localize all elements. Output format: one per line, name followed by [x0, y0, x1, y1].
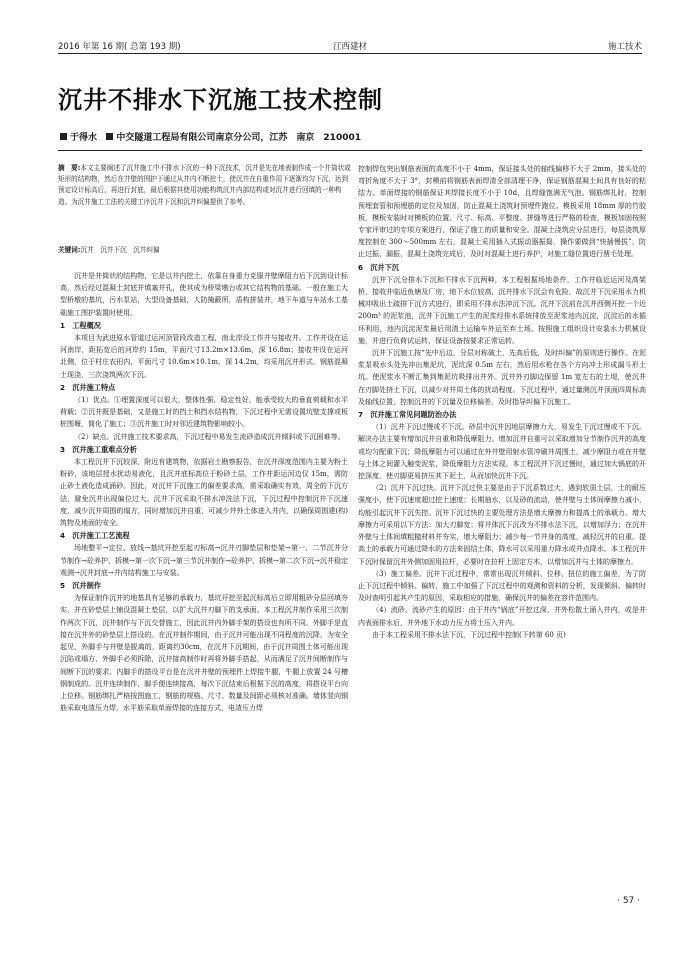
running-header	[58, 38, 642, 52]
affiliation-bullet-icon	[106, 133, 113, 140]
author-bullet-icon	[60, 133, 67, 140]
paragraph: 沉井下沉分排水下沉和不排水下沉两种，本工程根据场地条件，工作井临近运河及高架桥，接收井临近鱼塘及厂房，地下水位较高，沉井排水下沉会有危险，故沉井下沉采用水力机械冲吸出土疏排下沉方式进行，即采用不排水法冲沉下沉。沉井下沉前在沉井西侧开挖一个近200m³ 的泥浆池，沉井下沉施工产生的泥浆经排水系统排放至泥浆池内沉淀，沉淀后的水循环利用，池内沉淀泥浆最后用渣土运输车外运至弃土场。按照施工组织设计安装水力机械设施，并进行负荷试运转，保证设备按要求正常运转。	[358, 275, 646, 345]
right-column	[358, 163, 646, 641]
abstract-text: 本文主要阐述了沉井施工中不排水下沉的一种下沉技术，沉井是先在地表制作成一个井筒状或矩形的结构物，然后在井壁的围护下通过从井内不断挖土，使沉井在自重作用下逐渐均匀下沉，达到预定设计标高后，再进行封底，最后根据其使用功能构筑沉井内部结构或对沉井进行回填的一种构造。为沉井施工工法的关键工序沉井下沉和沉井纠偏提供了参考。	[58, 164, 351, 206]
keywords-text: 沉井 沉井下沉 沉井纠偏	[80, 246, 160, 254]
paragraph: 本项目为武进原水管道过运河顶管段改造工程，南北岸设工作井与接收井。工作井设在运河南岸，距拓宽后的河岸约 15m，平面尺寸13.2m×13.6m，深 16.8m；接收井设在运河北侧，位于村庄农田内，平面尺寸 10.6m×10.1m，深 14.2m，均采用沉井形式，钢筋混凝土现浇，三次浇筑两次下沉。	[60, 334, 348, 379]
paragraph: 由于本工程采用不排水法下沉，下沉过程中控制(下转第 60 页)	[372, 630, 566, 639]
page-number: · 57 ·	[617, 896, 640, 906]
section-heading: 7 沉井施工常见问题防治办法	[358, 410, 457, 420]
paragraph: （4）流砂。流砂产生的原因：由于井内“锅底”开挖过深，井外松散土涌入井内，或是井内表面排水后，井外地下水动力压力将土压入井内。	[358, 606, 646, 627]
intro-paragraph: 沉井是井筒状的结构物，它是以井内挖土，依靠自身重力克服井壁摩阻力后下沉到设计标高，然后经过混凝土封底并填塞井孔，使其成为桥梁墩台或其它结构物的基础。一般在施工大型桥墩的基坑，污水泵站，大型设备基础，人防掩蔽所，盾构拼装井，地下车道与车站水工基础施工围护装置时使用。	[60, 272, 348, 317]
paragraph: （2）缺点。沉井施工技术要求高，下沉过程中易发生流砂造成沉井倾斜或下沉困难等。	[74, 432, 345, 441]
abstract	[58, 163, 351, 208]
paragraph: 本工程沉井下沉较深，附近有建筑物，依据岩土勘察报告，在沉井深度范围内主要为粉土粉砂，该地层授水扰动易液化，且沉井底标高位于粉砂土层，工作井距运河边仅 15m，需防止砂土液化造成涌砂。因此，对沉井下沉施工的偏差要求高，需采取确实有效，周全的下沉方法，避免沉井出现偏位过大。沉井下沉采取不排水冲洗法下沉，下沉过程中控制沉井下沉速度，减少沉井周围的塌方，同时增加沉井自重，可减少井外土体进入井内，以确保周围建(构)筑物及地面的安全。	[60, 458, 348, 528]
section-name: 施工技术	[607, 42, 642, 52]
paragraph: （2）沉井下沉过快。沉井下沉过快主要是由于下沉系数过大，遇到软弱土层，土的耐压强度小，使下沉速度超过挖土速度；长期抽水，以及砂的流动，使井壁与土体间摩擦力减小，均能引起沉井下沉失控。沉井下沉过快的主要处理方法是增大摩擦力和提高土的承载力。增大摩擦力可采用以下方法：加大刃脚宽；将井体沉下沉改为不排水法下沉，以增加浮力；在沉井外壁与土体间填粗糙材料并夯实，增大摩阻力；减少每一节井身的高度，减轻沉井的自重。提高土的承载力可通过降水的方法来固结土体，降水可以采用重力降水或井点降水。本工程沉井下沉时保留沉井外侧加固用拉杆，必要时在拉杆上固定方木，以增加沉井与土体的摩擦力。	[358, 484, 646, 566]
issue-info: 2016 年第 16 期( 总第 193 期)	[58, 42, 181, 52]
section-heading: 5 沉井制作	[60, 581, 101, 591]
section-heading: 2 沉井施工特点	[60, 382, 116, 392]
journal-name: 江西建材	[332, 42, 368, 52]
paragraph: （3）施工偏差。沉井下沉过程中，常常出现沉井倾斜、位移、扭位的施工偏差，为了防止下沉过程中倾斜、偏转，施工中加强了下沉过程中的观测和资料的分析，发现倾斜、偏转时及时查明引起其产生的原因，采取相应的措施，确保沉井的偏差在容许范围内。	[358, 569, 646, 603]
abstract-label: 摘 要:	[58, 164, 81, 172]
paragraph: 控制焊包突出钢筋表面的高度不小于 4mm，保证接头处的轴线偏移不大于 2mm，接头处的弯折角度不大于 3°，封模前将钢筋表面焊渣全部清理干净，保证钢筋混凝土间具有良好的粘结力。单面焊接的钢筋保证其焊接长度不小于 10d，且焊缝饱满无气泡。钢筋绑扎时，控制预埋套管和预埋筋的定位及加固，防止混凝土浇筑时预埋件跑位。模板采用 18mm 厚的竹胶板，模板安装时对模板的位置、尺寸、标高、平整度、拼缝等进行严格的检查，模板加固按照专家评审过的专项方案进行，保证了施工的质量和安全。混凝土浇筑应分层进行，每层浇筑厚度控制在 300～500mm 左右，混凝土采用插入式振动器振捣，操作要做到“快插慢拔”，防止过振、漏振，混凝土浇筑完成后，及时对混凝土进行养护，对施工缝位置进行凿毛处理。	[358, 165, 646, 259]
section-heading: 3 沉井施工重难点分析	[60, 444, 137, 454]
author-affiliation: 中交隧道工程局有限公司南京分公司，江苏 南京 210001	[116, 133, 361, 143]
paragraph: 沉井下沉施工按“先中后边，分层对称破土，先高后低，及时纠偏”的原则进行操作。在泥浆泵吸水头处先冲出集泥坑，泥坑深 0.5m 左右，然后用水枪在各个方向冲土形成漏斗形土坑。使泥浆水不断汇集到集泥坑吸排出井外。沉井外刃脚边保留 1m 宽左右的土堤，使沉井在刃脚处挤土下沉，以减少对井周土体的扰动程度。下沉过程中，通过量测沉井顶面四周标高及轴线位置，控制沉井的下沉量及位移偏差，及时指导纠偏下沉施工。	[358, 349, 646, 406]
header-rule	[58, 53, 642, 54]
keywords-label: 关键词:	[58, 246, 81, 254]
section-heading: 4 沉井施工工艺流程	[60, 531, 130, 541]
author-line	[60, 130, 361, 143]
author-rule	[58, 150, 642, 151]
section-heading: 1 工程概况	[60, 320, 101, 330]
paragraph: （1）优点。①埋置深度可以很大，整体性强，稳定性好，能承受较大的垂直荷载和水平荷载；②沉井既是基础，又是施工时的挡土和挡水结构物，下沉过程中无需设置坑壁支撑或板桩围堰，简化了施工；③沉井施工时对邻近建筑物影响较小。	[60, 396, 348, 429]
section-heading: 6 沉井下沉	[358, 262, 399, 272]
article-title: 沉井不排水下沉施工技术控制	[58, 86, 383, 114]
keywords	[58, 245, 351, 256]
paragraph: 场地整平→定位、放线→基坑开挖至起刃标高→沉井刃脚垫层和垫架→第一、二节沉井分节制作→砼养护、拆模→第一次下沉→第三节沉井制作→砼养护、拆模→第二次下沉→沉井稳定观测→沉井封底→井内结构施工与安装。	[60, 544, 348, 577]
left-column	[60, 270, 348, 714]
paragraph: 为保证制作沉井的地基具有足够的承载力，基坑开挖至起沉标高后立即用粗砂分层回填夯实，并在砂垫层上铺设混凝土垫层，以扩大沉井刃脚下的支承面。本工程沉井制作采用三次制作两次下沉，沉井制作与下沉交替施工，因此沉井内外脚手架的搭设也有所不同。外脚手是直接在沉井外的砂垫层上搭设的。在沉井制作期间，由于沉井可能出现不同程度的沉降，为安全起见，外脚手与井壁是脱离的，距离约30cm，在沉井下沉期间，由于沉井周围土体可能出现沉陷或塌方，外脚手必须拆除，沉井接高制作时再将外脚手搭起，从而满足了沉井间断制作与间断下沉的要求。内脚手的搭设平台是在沉井井壁的预埋件上焊接牛腿，牛腿上放置 24 号槽钢制成的。沉井连续制作，脚手便连续接高，每次下沉结束后根据下沉的高度，将搭设平台向上位移。钢筋绑扎严格按图施工，钢筋的规格、尺寸、数量及间距必须核对准确。墙体竖向钢筋采取电渣压力焊，水平筋采取单面焊接的连接方式，电渣压力焊	[60, 594, 348, 713]
author-name: 于得水	[70, 133, 98, 143]
paragraph: （1）沉井下沉过慢或不下沉。砂层中沉井因地层摩擦力大，易发生下沉过慢或不下沉。解决办法主要有增加沉井自重和降低摩阻力。增加沉井自重可以采取增加分节制作沉井的高度或均匀配重下沉；降低摩阻力可以通过在外井壁用射水管冲刷井周围土，减少摩阻力或在井壁与土体之间灌入触变泥浆，降低摩阻力方法实现。本工程沉井下沉过慢时，通过加大锅底的开挖深度，使刃脚更易挤压其下泥土，从而加快沉井下沉。	[358, 423, 646, 481]
